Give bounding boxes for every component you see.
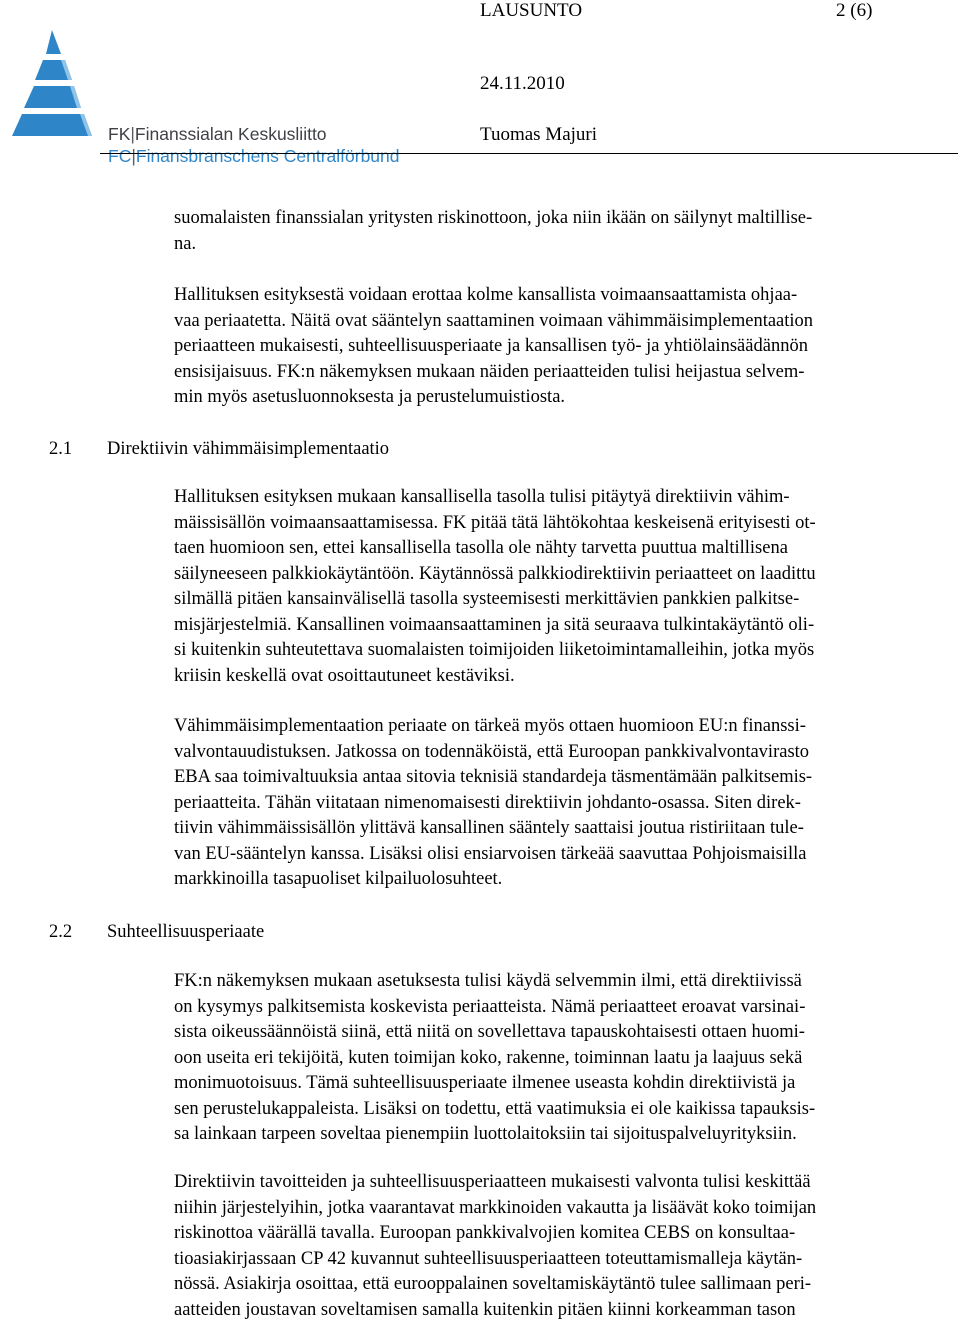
document-type: LAUSUNTO xyxy=(480,0,583,21)
paragraph-6: Direktiivin tavoitteiden ja suhteellisuusperiaatteen mukaisesti valvonta tulisi keskittää niihin järjestelyihin, jotka vaarantavat markkinoiden vakautta ja lisäävät koko toimijan riskinottoa väärällä tavalla. Euroopan pankkivalvojien komitea CEBS on konsultaa- tioasiakirjassaan CP 42 kuvannut suhteellisuusperiaatteen toteuttamismalleja käytän- nössä. Asiakirja osoittaa, että eurooppalainen soveltamiskäytäntö tulee sallimaan peri- aatteiden joustavan soveltamisen samalla kuitenkin pitäen kiinni korkeamman tason xyxy=(174,1172,817,1320)
logo-text-swedish: FC|Finansbranschens Centralförbund xyxy=(108,146,400,166)
section-heading-2-2 xyxy=(49,922,264,943)
paragraph-1: suomalaisten finanssialan yritysten riskinottoon, joka niin ikään on säilynyt maltillise- na. xyxy=(174,208,813,254)
document-author: Tuomas Majuri xyxy=(480,124,598,145)
section-number: 2.1 xyxy=(49,439,73,459)
section-title: Suhteellisuusperiaate xyxy=(107,922,265,942)
paragraph-5: FK:n näkemyksen mukaan asetuksesta tulisi käydä selvemmin ilmi, että direktiivissä on kysymys palkitsemista koskevista periaatteista. Nämä periaatteet eroavat varsinai- sista oikeussäännöistä siinä, että niitä on sovellettava tapauskohtaisesti ottaen huomi- oon useita eri tekijöitä, kuten toimijan koko, rakenne, toiminnan laatu ja laajuus sekä monimuotoisuus. Tämä suhteellisuusperiaate ilmenee useasta kohdin direktiivistä ja sen perustelukappaleista. Lisäksi on todettu, että vaatimuksia ei ole kaikissa tapauksis- sa lainkaan tarpeen soveltaa pienempiin luottolaitoksiin tai sijoituspalveluyrityksiin. xyxy=(174,971,816,1144)
paragraph-3: Hallituksen esityksen mukaan kansallisella tasolla tulisi pitäytyä direktiivin vähim- mäissisällön voimaansaattamisessa. FK pitää tätä lähtökohtaa keskeisenä erityisesti ot- taen huomioon sen, ettei kansallisella tasolla ole nähty tarvetta puuttua maltillisena säilyneeseen palkkiokäytäntöön. Käytännössä palkkiodirektiivin periaatteet on laadittu silmällä pitäen kansainvälisellä tasolla systeemisesti merkittävien pankkien palkitse- misjärjestelmiä. Kansallinen voimaansaattaminen ja sitä seuraava tulkintakäytäntö oli- si kuitenkin suhteutettava suomalaisten toimijoiden liiketoimintamalleihin, jotka myös kriisin keskellä ovat osoittautuneet kestäviksi. xyxy=(174,487,816,686)
organization-logo xyxy=(8,28,408,166)
logo-text-finnish: FK|Finanssialan Keskusliitto xyxy=(108,124,327,144)
logo-abbr-sv: FC xyxy=(108,146,132,166)
logo-name-fi: Finanssialan Keskusliitto xyxy=(134,124,327,144)
page-number: 2 (6) xyxy=(836,0,873,21)
header-divider xyxy=(100,153,958,154)
section-number: 2.2 xyxy=(49,922,73,942)
section-heading-2-1 xyxy=(49,439,389,460)
logo-triangle-icon xyxy=(8,28,108,148)
paragraph-4: Vähimmäisimplementaation periaate on tärkeä myös ottaen huomioon EU:n finanssi- valvontauudistuksen. Jatkossa on todennäköistä, että Euroopan pankkivalvontavirasto EBA saa toimivaltuuksia antaa sitovia teknisiä standardeja täsmentämään palkitsemis- periaatteita. Tähän viitataan nimenomaisesti direktiivin johdanto-osassa. Siten direk- tiivin vähimmäissisällön ylittävä kansallinen sääntely saattaisi joutua ristiriitaan tule- van EU-sääntelyn kanssa. Lisäksi olisi ensiarvoisen tärkeää saavuttaa Pohjoismaisilla markkinoilla tasapuoliset kilpailuolosuhteet. xyxy=(174,716,813,889)
logo-name-sv: Finansbranschens Centralförbund xyxy=(135,146,400,166)
document-date: 24.11.2010 xyxy=(480,73,565,94)
logo-abbr-fi: FK xyxy=(108,124,131,144)
paragraph-2: Hallituksen esityksestä voidaan erottaa kolme kansallista voimaansaattamista ohjaa- vaa periaatetta. Näitä ovat sääntelyn saattaminen voimaan vähimmäisimplementaation periaatteen mukaisesti, suhteellisuusperiaate ja kansallisen työ- ja yhtiölainsäädännön ensisijaisuus. FK:n näkemyksen mukaan näiden periaatteiden tulisi heijastua selvem- min myös asetusluonnoksesta ja perustelumuistiosta. xyxy=(174,285,814,407)
section-title: Direktiivin vähimmäisimplementaatio xyxy=(107,439,390,459)
